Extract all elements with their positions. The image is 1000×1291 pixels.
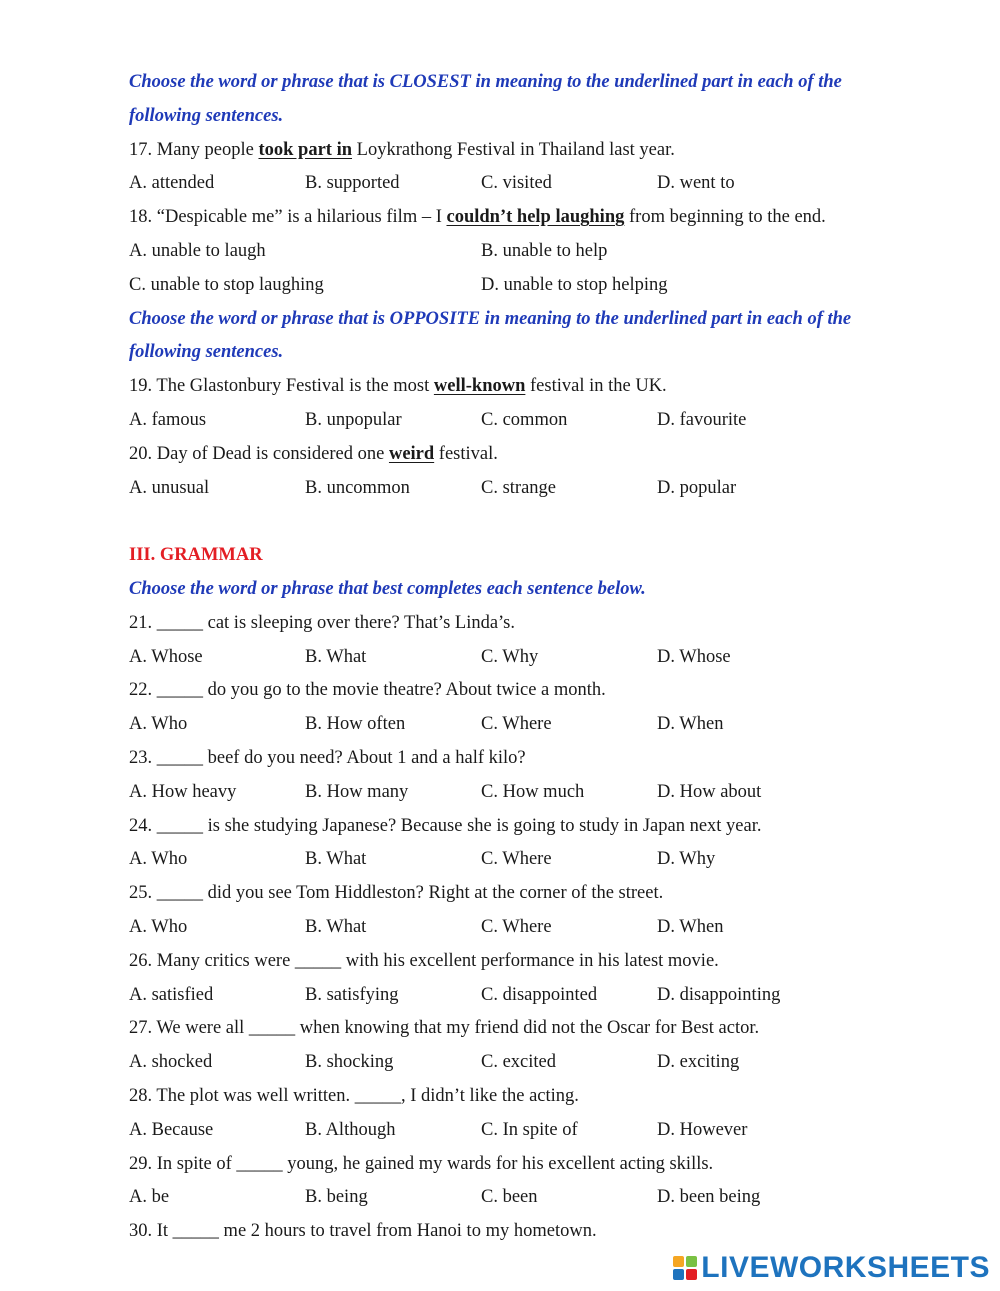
answer-option[interactable]: D. Why	[657, 849, 716, 870]
answer-option[interactable]: A. Who	[129, 916, 188, 937]
instruction-text: following sentences.	[129, 105, 284, 126]
answer-option[interactable]: B. unpopular	[305, 409, 402, 430]
worksheet-page	[129, 66, 909, 1249]
answer-option[interactable]: C. Why	[481, 646, 539, 667]
instruction-text: Choose the word or phrase that is OPPOSITE in meaning to the underlined part in each of the	[129, 308, 852, 329]
spacer	[129, 505, 909, 539]
question-text: 21. _____ cat is sleeping over there? That’s Linda’s.	[129, 612, 516, 633]
answer-option[interactable]: B. unable to help	[481, 240, 608, 261]
answer-option[interactable]: C. In spite of	[481, 1119, 578, 1140]
question-text: 24. _____ is she studying Japanese? Because she is going to study in Japan next year.	[129, 815, 762, 836]
underlined-phrase: couldn’t help laughing	[446, 207, 625, 228]
answer-option[interactable]: C. been	[481, 1187, 538, 1208]
question-fragment: 20. Day of Dead is considered one	[129, 443, 389, 464]
answer-option[interactable]: C. Where	[481, 714, 552, 735]
answer-option[interactable]: D. exciting	[657, 1052, 740, 1073]
answer-options	[129, 1114, 909, 1148]
answer-options	[129, 911, 909, 945]
answer-option[interactable]: C. Where	[481, 916, 552, 937]
question-text: 25. _____ did you see Tom Hiddleston? Right at the corner of the street.	[129, 883, 664, 904]
answer-option[interactable]: D. When	[657, 916, 724, 937]
question-text: 22. _____ do you go to the movie theatre? About twice a month.	[129, 680, 606, 701]
answer-option[interactable]: A. be	[129, 1187, 170, 1208]
underlined-phrase: well-known	[433, 376, 526, 397]
question-text: 23. _____ beef do you need? About 1 and a half kilo?	[129, 747, 526, 768]
answer-option[interactable]: A. Whose	[129, 646, 203, 667]
answer-option[interactable]: C. How much	[481, 781, 585, 802]
answer-option[interactable]: A. attended	[129, 173, 215, 194]
answer-option[interactable]: D. popular	[657, 477, 737, 498]
answer-option[interactable]: B. Although	[305, 1119, 396, 1140]
answer-option[interactable]: B. shocking	[305, 1052, 394, 1073]
instruction-text: Choose the word or phrase that best completes each sentence below.	[129, 578, 646, 599]
instruction-text: following sentences.	[129, 342, 284, 363]
answer-option[interactable]: B. satisfying	[305, 984, 399, 1005]
question-fragment: 17. Many people	[129, 139, 259, 160]
answer-option[interactable]: C. Where	[481, 849, 552, 870]
question-fragment: from beginning to the end.	[624, 207, 826, 228]
answer-option[interactable]: C. strange	[481, 477, 557, 498]
answer-option[interactable]: B. What	[305, 849, 367, 870]
question-text	[129, 438, 909, 472]
answer-option[interactable]: B. How many	[305, 781, 409, 802]
instruction-text: Choose the word or phrase that is CLOSEST in meaning to the underlined part in each of the	[129, 72, 842, 92]
answer-option[interactable]: A. satisfied	[129, 984, 214, 1005]
answer-option[interactable]: C. visited	[481, 173, 552, 194]
answer-option[interactable]: A. How heavy	[129, 781, 237, 802]
answer-option[interactable]: A. Who	[129, 849, 188, 870]
question-fragment: Loykrathong Festival in Thailand last year.	[352, 139, 675, 160]
answer-option[interactable]: C. unable to stop laughing	[129, 274, 324, 295]
answer-option[interactable]: A. Because	[129, 1119, 214, 1140]
answer-option[interactable]: B. What	[305, 916, 367, 937]
question-text	[129, 201, 909, 235]
answer-option[interactable]: D. How about	[657, 781, 762, 802]
answer-option[interactable]: A. unusual	[129, 477, 210, 498]
question-text: 30. It _____ me 2 hours to travel from Hanoi to my hometown.	[129, 1221, 597, 1242]
answer-option[interactable]: A. Who	[129, 714, 188, 735]
answer-option[interactable]: A. shocked	[129, 1052, 213, 1073]
answer-option[interactable]: D. went to	[657, 173, 735, 194]
answer-option[interactable]: D. When	[657, 714, 724, 735]
answer-option[interactable]: C. disappointed	[481, 984, 598, 1005]
section-heading: III. GRAMMAR	[129, 545, 263, 566]
answer-option[interactable]: D. favourite	[657, 409, 747, 430]
answer-options	[129, 167, 909, 201]
answer-option[interactable]: B. being	[305, 1187, 368, 1208]
question-text	[129, 134, 909, 168]
answer-options	[129, 776, 909, 810]
answer-options	[129, 1046, 909, 1080]
question-text: 29. In spite of _____ young, he gained my wards for his excellent acting skills.	[129, 1153, 714, 1174]
answer-option[interactable]: D. been being	[657, 1187, 761, 1208]
underlined-phrase: took part in	[258, 139, 353, 160]
answer-option[interactable]: C. excited	[481, 1052, 557, 1073]
answer-options	[129, 641, 909, 675]
question-fragment: festival in the UK.	[525, 376, 667, 397]
answer-options	[129, 979, 909, 1013]
question-text: 26. Many critics were _____ with his excellent performance in his latest movie.	[129, 950, 719, 971]
answer-options	[129, 404, 909, 438]
answer-options	[129, 843, 909, 877]
answer-option[interactable]: B. How often	[305, 714, 406, 735]
liveworksheets-logo-icon	[673, 1256, 697, 1280]
underlined-phrase: weird	[388, 443, 435, 464]
answer-options	[129, 708, 909, 742]
question-text	[129, 370, 909, 404]
answer-options	[129, 269, 909, 303]
liveworksheets-logo	[673, 1251, 990, 1285]
answer-option[interactable]: D. However	[657, 1119, 748, 1140]
answer-option[interactable]: C. common	[481, 409, 568, 430]
answer-option[interactable]: D. disappointing	[657, 984, 781, 1005]
question-fragment: 18. “Despicable me” is a hilarious film – I	[129, 207, 447, 228]
question-text: 27. We were all _____ when knowing that my friend did not the Oscar for Best actor.	[129, 1018, 760, 1039]
answer-options	[129, 472, 909, 506]
answer-option[interactable]: A. famous	[129, 409, 207, 430]
answer-option[interactable]: D. unable to stop helping	[481, 274, 668, 295]
question-text: 28. The plot was well written. _____, I didn’t like the acting.	[129, 1085, 579, 1106]
answer-option[interactable]: B. supported	[305, 173, 400, 194]
answer-option[interactable]: D. Whose	[657, 646, 731, 667]
question-fragment: festival.	[434, 443, 498, 464]
answer-option[interactable]: A. unable to laugh	[129, 240, 266, 261]
answer-options	[129, 1181, 909, 1215]
logo-text: LIVEWORKSHEETS	[701, 1251, 990, 1284]
answer-option[interactable]: B. What	[305, 646, 367, 667]
question-fragment: 19. The Glastonbury Festival is the most	[129, 376, 434, 397]
answer-option[interactable]: B. uncommon	[305, 477, 410, 498]
answer-options	[129, 235, 909, 269]
